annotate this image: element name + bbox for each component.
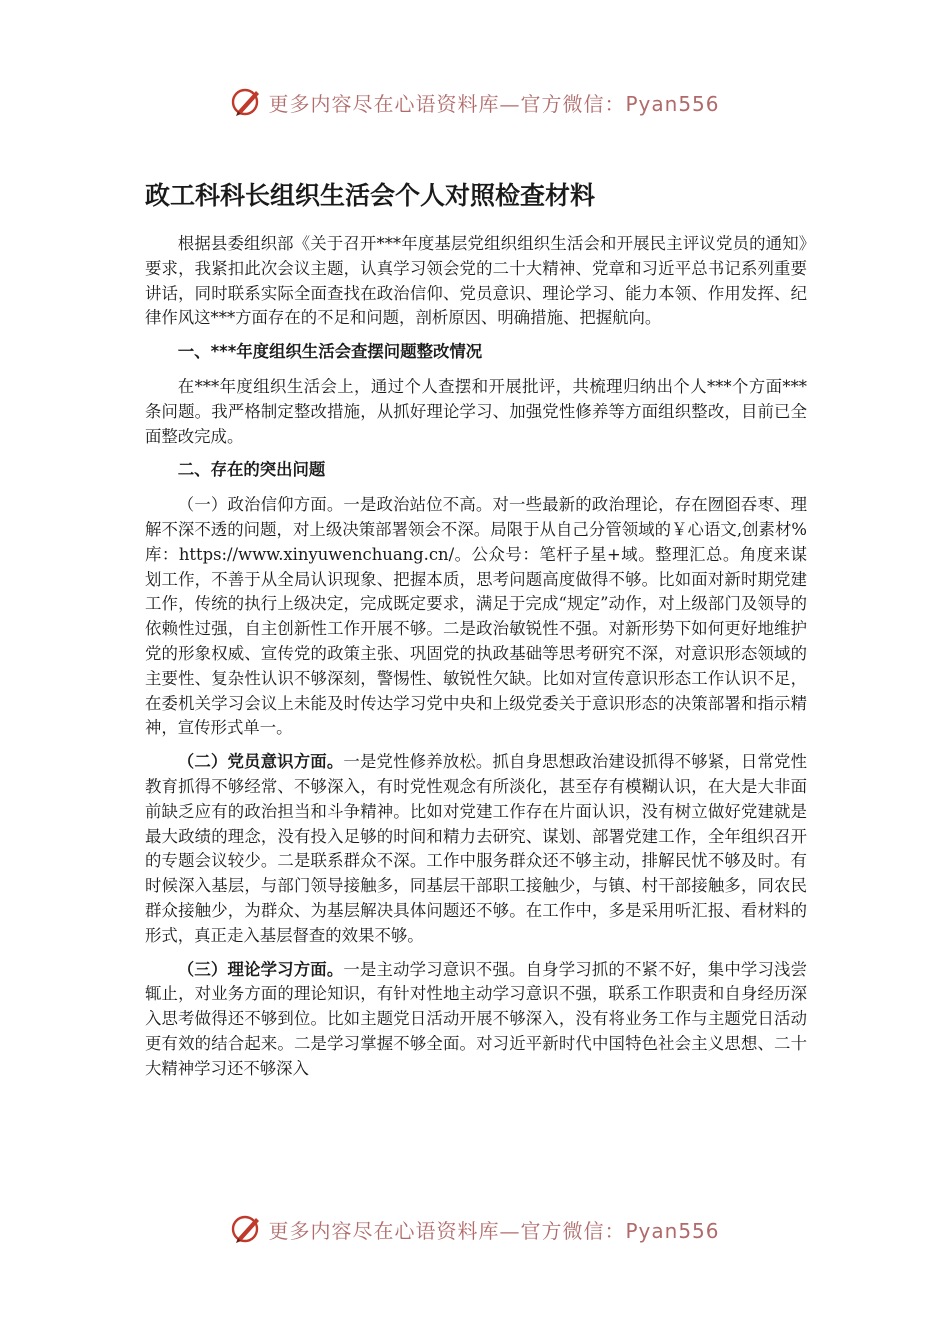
- intro-paragraph: 根据县委组织部《关于召开***年度基层党组织组织生活会和开展民主评议党员的通知》要求，我紧扣此次会议主题，认真学习领会党的二十大精神、党章和习近平总书记系列重要讲话，同时联系实际全面查找在政治信仰、党员意识、理论学习、能力本领、作用发挥、纪律作风这***方面存在的不足和问题，剖析原因、明确措施、把握航向。: [145, 234, 807, 328]
- watermark-text: 更多内容尽在心语资料库—官方微信：Pyan556: [268, 1218, 720, 1243]
- pen-logo-icon: [230, 85, 264, 119]
- item2-lead: （二）党员意识方面。: [177, 752, 344, 772]
- document-body: [145, 232, 807, 1091]
- section1-heading: 一、***年度组织生活会查摆问题整改情况: [177, 342, 483, 362]
- watermark-banner-bottom: [0, 1209, 950, 1249]
- item2-paragraph: [145, 750, 807, 948]
- section1-paragraph: 在***年度组织生活会上，通过个人查摆和开展批评，共梳理归纳出个人***个方面***条问题。我严格制定整改措施，从抓好理论学习、加强党性修养等方面组织整改，目前已全面整改完成。: [145, 376, 807, 446]
- item3-paragraph: [145, 958, 807, 1082]
- item3-lead: （三）理论学习方面。: [177, 959, 344, 979]
- item1-paragraph: （一）政治信仰方面。一是政治站位不高。对一些最新的政治理论，存在囫囵吞枣、理解不深不透的问题，对上级决策部署领会不深。局限于从自己分管领域的￥心语文,创素材%库：https://www.xinyuwenchuang.cn/。公众号：笔杆子星+域。整理汇总。角度来谋划工作，不善于从全局认识现象、把握本质，思考问题高度做得不够。比如面对新时期党建工作，传统的执行上级决定，完成既定要求，满足于完成“规定”动作，对上级部门及领导的依赖性过强，自主创新性工作开展不够。二是政治敏锐性不强。对新形势下如何更好地维护党的形象权威、宣传党的政策主张、巩固党的执政基础等思考研究不深，对意识形态领域的主要性、复杂性认识不够深刻，警惕性、敏锐性欠缺。比如对宣传意识形态工作认识不足，在委机关学习会议上未能及时传达学习党中央和上级党委关于意识形态的决策部署和指示精神，宣传形式单一。: [145, 495, 807, 738]
- item2-body: 一是党性修养放松。抓自身思想政治建设抓得不够紧，日常党性教育抓得不够经常、不够深入，有时党性观念有所淡化，甚至存有模糊认识，在大是大非面前缺乏应有的政治担当和斗争精神。比如对党建工作存在片面认识，没有树立做好党建就是最大政绩的理念，没有投入足够的时间和精力去研究、谋划、部署党建工作，全年组织召开的专题会议较少。二是联系群众不深。工作中服务群众还不够主动，排解民忧不够及时。有时候深入基层，与部门领导接触多，同基层干部职工接触少，与镇、村干部接触多，同农民群众接触少，为群众、为基层解决具体问题还不够。在工作中，多是采用听汇报、看材料的形式，真正走入基层督查的效果不够。: [145, 752, 807, 945]
- pen-logo-icon: [230, 1212, 264, 1246]
- watermark-banner-top: [0, 82, 950, 122]
- item3-body: 一是主动学习意识不强。自身学习抓的不紧不好，集中学习浅尝辄止，对业务方面的理论知识，有针对性地主动学习意识不强，联系工作职责和自身经历深入思考做得还不够到位。比如主题党日活动开展不够深入，没有将业务工作与主题党日活动更有效的结合起来。二是学习掌握不够全面。对习近平新时代中国特色社会主义思想、二十大精神学习还不够深入: [145, 959, 807, 1078]
- watermark-text: 更多内容尽在心语资料库—官方微信：Pyan556: [268, 91, 720, 116]
- section2-heading: 二、存在的突出问题: [177, 460, 326, 480]
- document-title: 政工科科长组织生活会个人对照检查材料: [145, 181, 596, 210]
